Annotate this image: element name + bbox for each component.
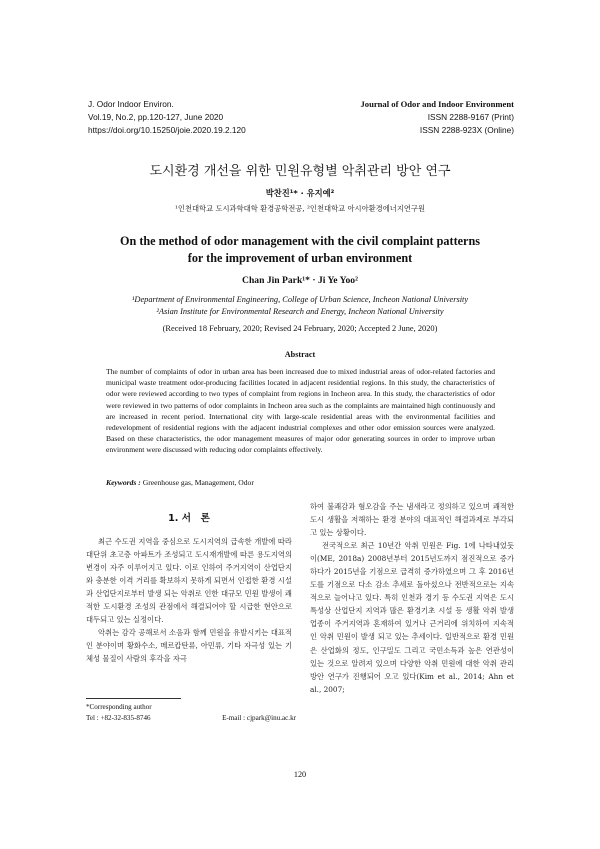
page-number: 120: [293, 770, 307, 779]
keywords-label: Keywords :: [106, 478, 141, 487]
volume-info: Vol.19, No.2, pp.120-127, June 2020: [88, 112, 224, 122]
affiliation-2: ²Asian Institute for Environmental Research and Energy, Incheon National University: [156, 307, 444, 316]
english-title: [0, 233, 600, 267]
affiliation-1: ¹Department of Environmental Engineering, College of Urban Science, Incheon National University: [131, 295, 469, 304]
left-column-body: [86, 535, 292, 665]
doi-link[interactable]: https://doi.org/10.15250/joie.2020.19.2.120: [88, 125, 246, 135]
english-affiliations: [0, 294, 600, 318]
footnote: [86, 702, 296, 724]
corresponding-author: *Corresponding author: [86, 703, 152, 711]
paragraph: 악취는 감각 공해로서 소음과 함께 민원을 유발시키는 대표적인 분야이며 황화수소, 메르캅탄류, 아민류, 기타 자극성 있는 기체성 물질이 사람의 후각을 자극: [86, 628, 292, 664]
keywords: [106, 478, 254, 487]
journal-header-left: [88, 98, 246, 137]
paragraph: 최근 수도권 지역을 중심으로 도시지역의 급속한 개발에 따라 대단위 초고층 아파트가 조성되고 도시재개발에 따른 용도지역의 변경이 자주 이루어지고 있다. 이로 인하여 주거지역이 산업단지와 충분한 이격 거리를 확보하지 못하게 되면서 인접한 환경 시설과 산업단지로부터 발생 되는 악취로 인한 대규모 민원 발생이 쾌적한 도시환경 조성의 관점에서 해결되어야 할 시급한 현안으로 대두되고 있는 실정이다.: [86, 537, 292, 625]
korean-authors: 박찬진¹* · 유지예²: [265, 188, 335, 198]
korean-title: 도시환경 개선을 위한 민원유형별 악취관리 방안 연구: [149, 164, 451, 179]
email-address[interactable]: E-mail : cjpark@inu.ac.kr: [222, 714, 296, 722]
abstract-heading: Abstract: [284, 350, 316, 359]
english-authors: Chan Jin Park¹* · Ji Ye Yoo²: [242, 275, 358, 286]
paragraph: 전국적으로 최근 10년간 악취 민원은 Fig. 1에 나타내었듯이(ME, 2018a) 2008년부터 2015년도까지 점진적으로 증가하다가 2015년을 기점으로 급격히 증가하였으며 그 후 2016년도를 기점으로 다소 감소 추세로 돌아섰으나 전반적으로는 지속적으로 늘어나고 있다. 특히 인천과 경기 등 수도권 지역은 도시 특성상 산업단지 지역과 많은 환경기초 시설 등 생활 악취 발생 업종이 주거지역과 혼재하여 있거나 근거리에 위치하여 지속적인 악취 민원이 발생 되고 있는 추세이다. 일반적으로 환경 민원은 산업화의 정도, 인구밀도 그리고 국민소득과 높은 연관성이 있는 것으로 알려져 있으며 다양한 악취 민원에 대한 악취 관리방안 연구가 진행되어 오고 있다(Kim et al., 2014; Ahn et al., 2007;: [310, 541, 514, 694]
issn-print: ISSN 2288-9167 (Print): [427, 112, 514, 122]
journal-full-title: Journal of Odor and Indoor Environment: [360, 99, 514, 109]
received-dates: (Received 18 February, 2020; Revised 24 February, 2020; Accepted 2 June, 2020): [162, 324, 438, 333]
footnote-divider: [86, 698, 181, 699]
journal-abbreviation: J. Odor Indoor Environ.: [88, 99, 174, 109]
keywords-list: Greenhouse gas, Management, Odor: [142, 478, 254, 487]
english-title-line2: for the improvement of urban environment: [187, 251, 413, 265]
english-title-line1: On the method of odor management with the civil complaint patterns: [120, 234, 480, 248]
journal-header-right: [360, 98, 514, 137]
korean-affiliations: ¹인천대학교 도시과학대학 환경공학전공, ²인천대학교 아시아환경에너지연구원: [174, 204, 426, 213]
telephone: Tel : +82-32-835-8746: [86, 714, 151, 722]
issn-online: ISSN 2288-923X (Online): [419, 125, 514, 135]
right-column-body: [310, 500, 514, 696]
section-heading-introduction: 1. 서 론: [168, 513, 210, 524]
abstract-text: The number of complaints of odor in urban area has been increased due to mixed industrial areas of odor-related factories and municipal waste treatment odor-producing facilities located in adjacent residential regions. In this study, the characteristics of odor were reviewed according to two types of complaint from regions in Incheon area. In this study, the characteristics of odor were reviewed in two patterns of odor complaints in Incheon area such as the complaints are maintained high continuously and are increased in recent period. International city with large-scale residential areas with the environmental facilities and redevelopment of residential regions with the adjacent industrial complexes and other odor emission sources were analyzed. Based on these characteristics, the odor management measures of major odor generating sources in order to improve urban environment were discussed with reducing odor complaints effectively.: [106, 367, 495, 455]
paragraph: 하여 불쾌감과 혐오감을 주는 냄새라고 정의하고 있으며 쾌적한 도시 생활을 저해하는 환경 분야의 대표적인 해결과제로 부각되고 있는 상황이다.: [310, 502, 514, 538]
